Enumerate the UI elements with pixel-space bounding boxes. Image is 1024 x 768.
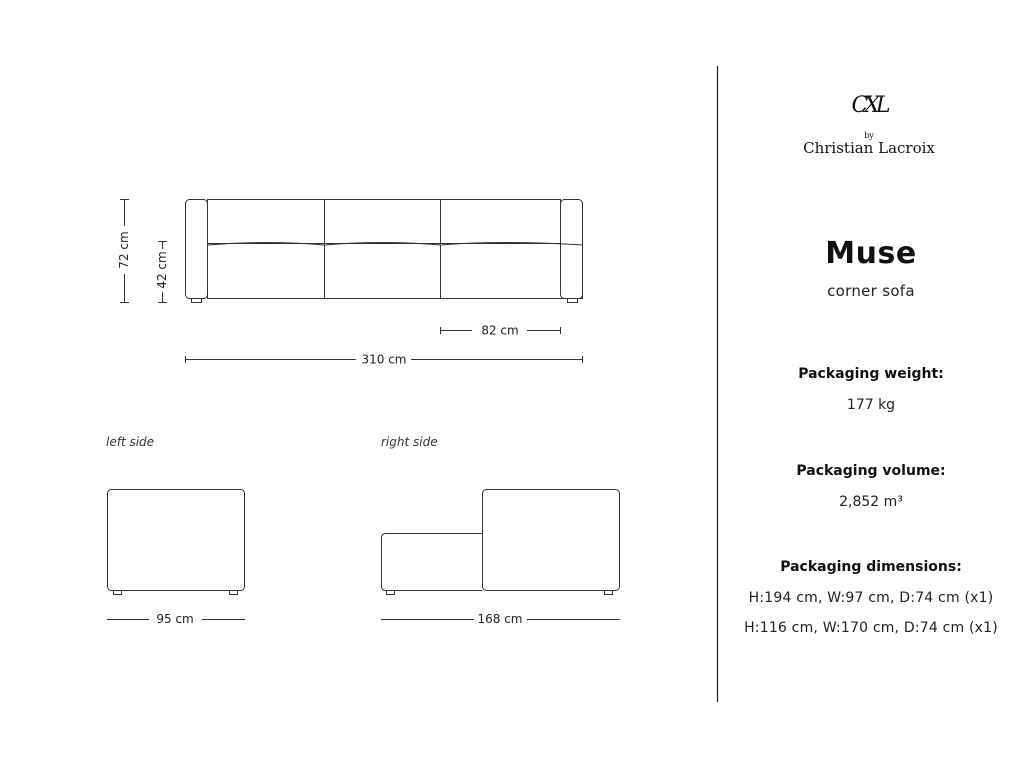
- left-side-body: [108, 490, 245, 591]
- sofa-foot-right: [568, 299, 578, 303]
- dim-label-right-depth: 168 cm: [477, 612, 523, 626]
- packaging-dimensions-row: H:116 cm, W:170 cm, D:74 cm (x1): [744, 620, 998, 636]
- product-type: corner sofa: [827, 282, 915, 300]
- sofa-seat-cushion-3: [441, 243, 583, 299]
- sofa-back-cushion-2: [325, 200, 441, 244]
- sofa-seat-cushion-1: [208, 243, 325, 299]
- brand-name: Christian Lacroix: [803, 139, 935, 157]
- dim-label-seat-height: 42 cm: [155, 251, 169, 289]
- sofa-right-arm: [561, 200, 583, 299]
- brand-logo: [803, 93, 935, 157]
- dim-label-module-width: 82 cm: [481, 323, 519, 338]
- dim-label-front-height: 72 cm: [117, 231, 131, 269]
- packaging-dimensions-row: H:194 cm, W:97 cm, D:74 cm (x1): [748, 590, 994, 606]
- packaging-volume-label: Packaging volume:: [796, 463, 946, 479]
- right-side-foot-right: [605, 591, 613, 595]
- brand-by: by: [864, 131, 874, 140]
- packaging-weight-value: 177 kg: [846, 397, 896, 413]
- right-side-backrest: [483, 490, 620, 591]
- dim-label-left-depth: 95 cm: [156, 612, 194, 626]
- sofa-seat-cushion-2: [325, 243, 441, 299]
- sofa-back-cushion-1: [208, 200, 325, 244]
- packaging-dimensions-label: Packaging dimensions:: [780, 559, 962, 575]
- sofa-foot-left: [192, 299, 202, 303]
- brand-monogram: CXL: [851, 93, 887, 118]
- front-view: [120, 199, 583, 363]
- left-side-view: [107, 490, 245, 620]
- right-side-foot-left: [387, 591, 395, 595]
- left-side-foot-left: [114, 591, 122, 595]
- packaging-volume-value: 2,852 m³: [839, 494, 903, 510]
- sofa-left-arm: [186, 200, 208, 299]
- product-name: Muse: [825, 236, 917, 271]
- dim-label-total-width: 310 cm: [361, 352, 407, 367]
- right-side-view: [381, 490, 620, 620]
- left-side-foot-right: [230, 591, 238, 595]
- left-side-label: left side: [106, 435, 155, 449]
- sofa-back-cushion-3: [441, 200, 561, 244]
- right-side-label: right side: [381, 435, 438, 449]
- packaging-weight-label: Packaging weight:: [798, 366, 944, 382]
- right-side-chaise: [382, 534, 483, 591]
